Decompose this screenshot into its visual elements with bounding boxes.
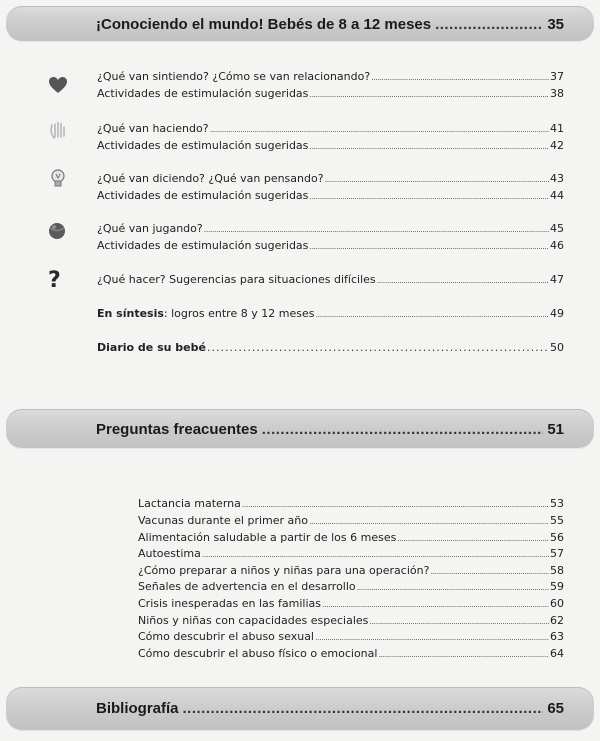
dot-leader [309,90,549,99]
dot-leader [210,125,549,134]
dot-leader [242,500,549,509]
page-number: 58 [550,564,564,577]
page-number: 64 [550,647,564,660]
page-number: 53 [550,497,564,510]
entry-title: Actividades de estimulación sugeridas [97,139,309,152]
page-number: 47 [550,273,564,286]
section-heading-preguntas[interactable] [96,421,564,438]
entry-title: Vacunas durante el primer año [138,514,308,527]
heart-icon [48,76,68,94]
section-heading-conociendo[interactable] [96,16,564,33]
dot-leader [183,700,544,717]
question-mark-icon [47,266,65,290]
page-number: 59 [550,580,564,593]
page-number: 37 [550,70,564,83]
entry-title: ¿Cómo preparar a niños y niñas para una operación? [138,564,430,577]
entry-title: Señales de advertencia en el desarrollo [138,580,356,593]
toc-entry[interactable] [138,597,564,610]
dot-leader [377,276,549,285]
toc-entry-diary[interactable] [97,341,564,354]
entry-title: ¿Qué hacer? Sugerencias para situaciones difíciles [97,273,376,286]
entry-title: Actividades de estimulación sugeridas [97,189,309,202]
entry-title: Autoestima [138,547,201,560]
entry-title: ¿Qué van diciendo? ¿Qué van pensando? [97,172,324,185]
toc-entry[interactable] [97,239,564,252]
toc-entry[interactable] [138,497,564,510]
page-number: 42 [550,139,564,152]
entry-title: Niños y niñas con capacidades especiales [138,614,369,627]
entry-title: ¿Qué van haciendo? [97,122,209,135]
section-title: ¡Conociendo el mundo! Bebés de 8 a 12 meses [96,16,432,33]
entry-title: Cómo descubrir el abuso físico o emocional [138,647,378,660]
page-number: 60 [550,597,564,610]
toc-entry[interactable] [138,630,564,643]
page-number: 41 [550,122,564,135]
page-number: 35 [547,16,564,33]
entry-title: Actividades de estimulación sugeridas [97,87,309,100]
dot-leader [207,341,549,354]
entry-title: ¿Qué van jugando? [97,222,203,235]
dot-leader [204,225,549,234]
toc-entry[interactable] [97,189,564,202]
dot-leader [315,633,549,642]
entry-title: Crisis inesperadas en las familias [138,597,321,610]
svg-text:?: ? [48,268,61,290]
page-number: 55 [550,514,564,527]
entry-title: Lactancia materna [138,497,241,510]
toc-entry[interactable] [97,222,564,235]
section-heading-bibliografia[interactable] [96,700,564,717]
page-number: 65 [547,700,564,717]
page-number: 56 [550,531,564,544]
page-number: 57 [550,547,564,560]
toc-entry[interactable] [138,580,564,593]
toc-entry[interactable] [138,564,564,577]
dot-leader [309,142,549,151]
page-number: 51 [547,421,564,438]
dot-leader [397,534,549,543]
hand-icon [48,120,68,140]
toc-entry[interactable] [97,273,564,286]
toc-entry[interactable] [138,514,564,527]
toc-entry[interactable] [138,547,564,560]
dot-leader [371,73,549,82]
dot-leader [309,242,549,251]
page-number: 50 [550,341,564,354]
toc-entry[interactable] [97,87,564,100]
page-number: 63 [550,630,564,643]
dot-leader [309,517,549,526]
section-title: Bibliografía [96,700,179,717]
dot-leader [202,550,549,559]
section-title: Preguntas freacuentes [96,421,258,438]
dot-leader [322,600,549,609]
dot-leader [369,617,549,626]
dot-leader [357,583,549,592]
entry-title: Alimentación saludable a partir de los 6 meses [138,531,397,544]
page-number: 49 [550,307,564,320]
entry-title: ¿Qué van sintiendo? ¿Cómo se van relacionando? [97,70,371,83]
ball-icon [47,221,67,241]
toc-entry[interactable] [97,172,564,185]
dot-leader [315,310,549,319]
page-number: 38 [550,87,564,100]
toc-entry[interactable] [138,531,564,544]
dot-leader [435,16,543,33]
toc-entry[interactable] [97,122,564,135]
page-number: 46 [550,239,564,252]
page-number: 43 [550,172,564,185]
entry-title-rest: : logros entre 8 y 12 meses [163,307,315,320]
entry-title: Actividades de estimulación sugeridas [97,239,309,252]
entry-title: Diario de su bebé [97,341,206,354]
page-number: 44 [550,189,564,202]
toc-entry[interactable] [138,614,564,627]
dot-leader [430,567,549,576]
dot-leader [309,192,549,201]
toc-entry[interactable] [97,70,564,83]
dot-leader [378,650,549,659]
dot-leader [262,421,544,438]
toc-entry-summary[interactable] [97,307,564,320]
entry-title-bold: En síntesis [97,307,164,320]
page-number: 62 [550,614,564,627]
dot-leader [325,175,549,184]
entry-title: Cómo descubrir el abuso sexual [138,630,314,643]
page-number: 45 [550,222,564,235]
toc-entry[interactable] [97,139,564,152]
toc-entry[interactable] [138,647,564,660]
lightbulb-icon [50,168,66,190]
